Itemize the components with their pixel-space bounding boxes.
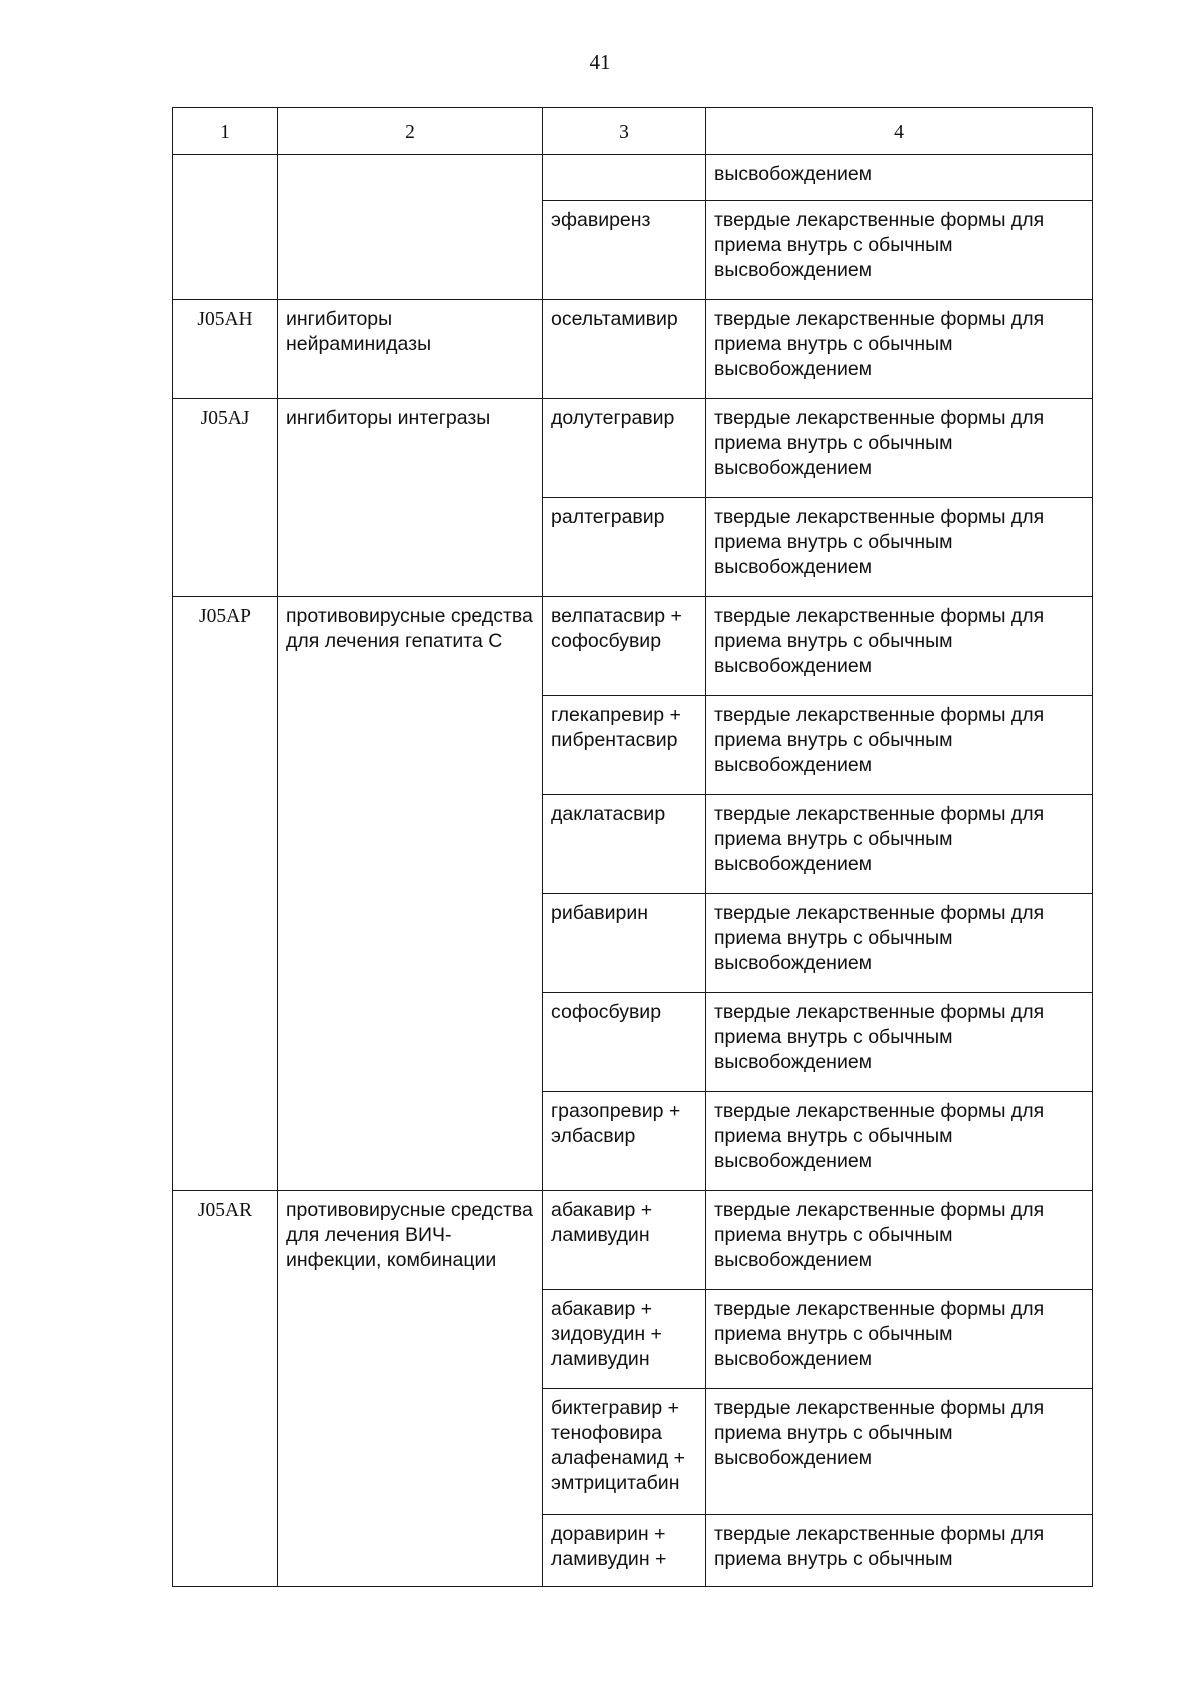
form-cell: твердые лекарственные формы для приема внутрь с обычным высвобождением [706,894,1093,993]
form-cell: твердые лекарственные формы для приема внутрь с обычным высвобождением [706,795,1093,894]
form-cell: твердые лекарственные формы для приема внутрь с обычным высвобождением [706,696,1093,795]
code-cell: J05AR [173,1191,278,1587]
page-number: 41 [589,50,611,74]
header-row [173,108,1093,155]
group-name-cell: ингибиторы интегразы [278,399,543,597]
drug-cell: даклатасвир [543,795,706,894]
drug-cell: абакавир + ламивудин [543,1191,706,1290]
code-cell: J05AJ [173,399,278,597]
group-name-cell: противовирусные средства для лечения ВИЧ-инфекции, комбинации [278,1191,543,1587]
form-cell: высвобождением [706,155,1093,201]
drug-cell: эфавиренз [543,201,706,300]
drug-table [172,107,1093,1587]
header-col-1: 1 [173,108,278,155]
drug-cell: гразопревир + элбасвир [543,1092,706,1191]
header-col-4: 4 [706,108,1093,155]
code-cell [173,155,278,300]
form-cell: твердые лекарственные формы для приема внутрь с обычным высвобождением [706,498,1093,597]
group-name-cell [278,155,543,300]
form-cell: твердые лекарственные формы для приема внутрь с обычным высвобождением [706,597,1093,696]
group-name-cell: противовирусные средства для лечения гепатита С [278,597,543,1191]
form-cell: твердые лекарственные формы для приема внутрь с обычным высвобождением [706,1389,1093,1515]
table-row [173,1191,1093,1290]
drug-cell: глекапревир + пибрентасвир [543,696,706,795]
table-row [173,399,1093,498]
drug-cell: софосбувир [543,993,706,1092]
form-cell: твердые лекарственные формы для приема внутрь с обычным высвобождением [706,1290,1093,1389]
form-cell: твердые лекарственные формы для приема внутрь с обычным высвобождением [706,300,1093,399]
form-cell: твердые лекарственные формы для приема внутрь с обычным высвобождением [706,399,1093,498]
form-cell: твердые лекарственные формы для приема внутрь с обычным высвобождением [706,1092,1093,1191]
table-row [173,300,1093,399]
drug-cell: долутегравир [543,399,706,498]
drug-cell: биктегравир + тенофовира алафенамид + эмтрицитабин [543,1389,706,1515]
drug-cell: рибавирин [543,894,706,993]
form-cell: твердые лекарственные формы для приема внутрь с обычным высвобождением [706,201,1093,300]
drug-cell: абакавир + зидовудин + ламивудин [543,1290,706,1389]
drug-cell: осельтамивир [543,300,706,399]
header-col-3: 3 [543,108,706,155]
table-row [173,155,1093,201]
drug-cell: доравирин + ламивудин + [543,1515,706,1587]
form-cell: твердые лекарственные формы для приема внутрь с обычным высвобождением [706,993,1093,1092]
form-cell: твердые лекарственные формы для приема внутрь с обычным высвобождением [706,1191,1093,1290]
group-name-cell: ингибиторы нейраминидазы [278,300,543,399]
code-cell: J05AH [173,300,278,399]
table-row [173,597,1093,696]
drug-cell: велпатасвир + софосбувир [543,597,706,696]
header-col-2: 2 [278,108,543,155]
form-cell: твердые лекарственные формы для приема внутрь с обычным [706,1515,1093,1587]
drug-cell: ралтегравир [543,498,706,597]
code-cell: J05AP [173,597,278,1191]
drug-cell [543,155,706,201]
